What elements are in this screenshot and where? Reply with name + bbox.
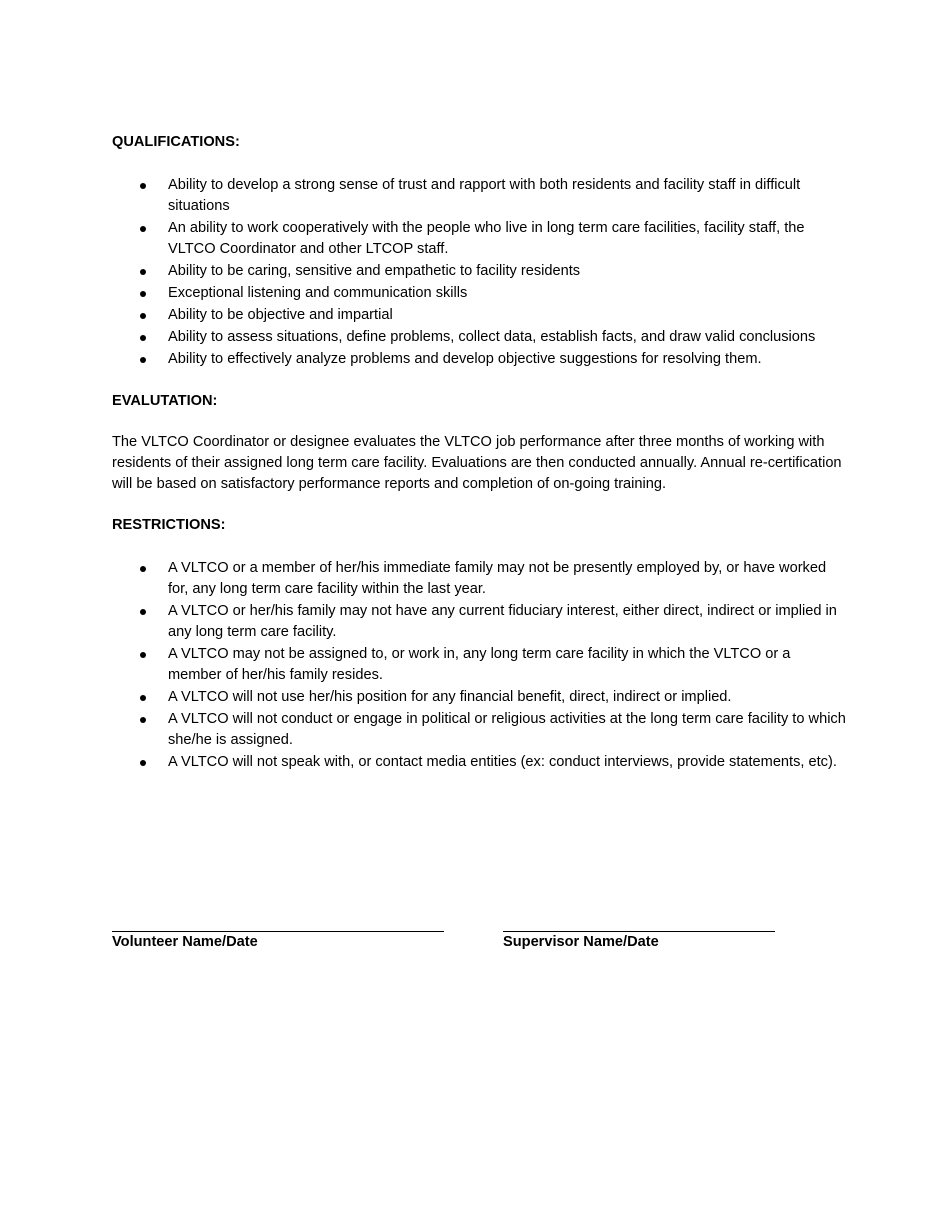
qualifications-heading: QUALIFICATIONS: — [112, 134, 240, 150]
evaluation-paragraph: The VLTCO Coordinator or designee evaluates the VLTCO job performance after three months of working with residents of their assigned long term care facility. Evaluations are then conducted annually. Annual re-certification will be based on satisfactory performance reports and completion of on-going training. — [112, 434, 842, 492]
qualifications-list — [112, 175, 847, 370]
list-item — [112, 687, 847, 708]
list-item-text: An ability to work cooperatively with the people who live in long term care facilities, facility staff, the VLTCO Coordinator and other LTCOP staff. — [168, 220, 805, 257]
list-item — [112, 305, 847, 326]
bullet-icon — [140, 760, 146, 766]
volunteer-signature-block — [112, 914, 444, 953]
volunteer-signature-label: Volunteer Name/Date — [112, 934, 258, 950]
bullet-icon — [140, 652, 146, 658]
document-body — [112, 132, 847, 774]
list-item-text: Exceptional listening and communication skills — [168, 285, 468, 301]
bullet-icon — [140, 291, 146, 297]
list-item — [112, 327, 847, 348]
list-item-text: Ability to be caring, sensitive and empathetic to facility residents — [168, 263, 581, 279]
bullet-icon — [140, 183, 146, 189]
list-item-text: Ability to assess situations, define problems, collect data, establish facts, and draw valid conclusions — [168, 329, 816, 345]
bullet-icon — [140, 335, 146, 341]
bullet-icon — [140, 269, 146, 275]
list-item — [112, 261, 847, 282]
list-item-text: Ability to develop a strong sense of trust and rapport with both residents and facility staff in difficult situations — [168, 177, 801, 214]
list-item — [112, 175, 847, 217]
bullet-icon — [140, 717, 146, 723]
list-item-text: A VLTCO or her/his family may not have any current fiduciary interest, either direct, indirect or implied in any long term care facility. — [168, 603, 837, 640]
list-item-text: A VLTCO or a member of her/his immediate family may not be presently employed by, or have worked for, any long term care facility within the last year. — [168, 560, 827, 597]
bullet-icon — [140, 357, 146, 363]
supervisor-signature-label: Supervisor Name/Date — [503, 934, 659, 950]
evaluation-heading: EVALUTATION: — [112, 393, 218, 409]
bullet-icon — [140, 313, 146, 319]
bullet-icon — [140, 566, 146, 572]
list-item-text: A VLTCO will not use her/his position for any financial benefit, direct, indirect or implied. — [168, 689, 732, 705]
list-item-text: Ability to effectively analyze problems and develop objective suggestions for resolving them. — [168, 351, 762, 367]
bullet-icon — [140, 609, 146, 615]
list-item-text: A VLTCO will not speak with, or contact media entities (ex: conduct interviews, provide statements, etc). — [168, 754, 837, 770]
bullet-icon — [140, 226, 146, 232]
list-item-text: A VLTCO may not be assigned to, or work in, any long term care facility in which the VLTCO or a member of her/his family resides. — [168, 646, 791, 683]
restrictions-heading: RESTRICTIONS: — [112, 517, 226, 533]
list-item — [112, 752, 847, 773]
list-item — [112, 709, 847, 751]
list-item — [112, 218, 847, 260]
bullet-icon — [140, 695, 146, 701]
supervisor-signature-line[interactable] — [503, 914, 775, 932]
list-item — [112, 349, 847, 370]
supervisor-signature-block — [503, 914, 775, 953]
list-item-text: Ability to be objective and impartial — [168, 307, 393, 323]
list-item — [112, 644, 847, 686]
list-item — [112, 601, 847, 643]
volunteer-signature-line[interactable] — [112, 914, 444, 932]
restrictions-list — [112, 558, 847, 773]
list-item — [112, 283, 847, 304]
list-item — [112, 558, 847, 600]
list-item-text: A VLTCO will not conduct or engage in political or religious activities at the long term care facility to which she/he is assigned. — [168, 711, 846, 748]
